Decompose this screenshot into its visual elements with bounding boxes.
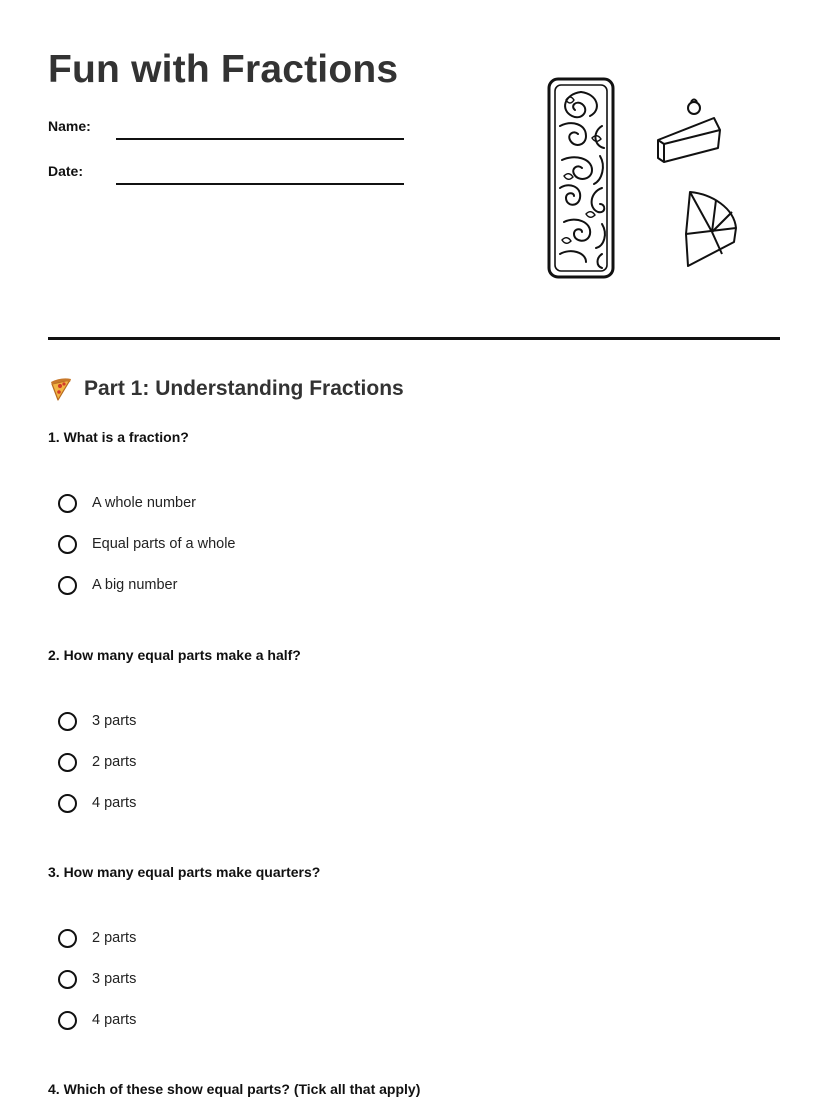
option-label: 3 parts bbox=[92, 971, 137, 987]
option-label: 4 parts bbox=[92, 795, 137, 811]
question-2: 2. How many equal parts make a half? bbox=[48, 647, 301, 663]
name-label: Name: bbox=[48, 118, 91, 134]
radio-button[interactable] bbox=[58, 576, 77, 595]
date-input-line[interactable] bbox=[116, 183, 404, 185]
option-label: 2 parts bbox=[92, 930, 137, 946]
name-input-line[interactable] bbox=[116, 138, 404, 140]
q3-option-1[interactable] bbox=[58, 926, 136, 950]
radio-button[interactable] bbox=[58, 712, 77, 731]
option-label: A big number bbox=[92, 577, 178, 593]
ornate-carved-panel-illustration bbox=[546, 76, 616, 280]
worksheet-title: Fun with Fractions bbox=[48, 48, 399, 91]
part1-heading-text: Part 1: Understanding Fractions bbox=[84, 377, 404, 400]
q1-option-1[interactable] bbox=[58, 491, 196, 515]
option-label: Equal parts of a whole bbox=[92, 536, 236, 552]
q2-option-1[interactable] bbox=[58, 709, 136, 733]
q2-option-2[interactable] bbox=[58, 750, 136, 774]
option-label: A whole number bbox=[92, 495, 196, 511]
question-4: 4. Which of these show equal parts? (Tick all that apply) bbox=[48, 1081, 421, 1097]
pizza-slice-icon bbox=[48, 376, 74, 402]
question-1: 1. What is a fraction? bbox=[48, 429, 189, 445]
option-label: 4 parts bbox=[92, 1012, 137, 1028]
radio-button[interactable] bbox=[58, 794, 77, 813]
sliced-cheese-wedge-illustration bbox=[682, 188, 742, 270]
radio-button[interactable] bbox=[58, 929, 77, 948]
q3-option-3[interactable] bbox=[58, 1008, 136, 1032]
part1-heading bbox=[48, 374, 404, 404]
radio-button[interactable] bbox=[58, 535, 77, 554]
q1-option-2[interactable] bbox=[58, 532, 235, 556]
q2-option-3[interactable] bbox=[58, 791, 136, 815]
cake-slice-illustration bbox=[654, 96, 726, 168]
option-label: 2 parts bbox=[92, 754, 137, 770]
date-field bbox=[48, 163, 408, 189]
q1-option-3[interactable] bbox=[58, 573, 177, 597]
date-label: Date: bbox=[48, 163, 84, 179]
name-field bbox=[48, 118, 408, 144]
radio-button[interactable] bbox=[58, 970, 77, 989]
radio-button[interactable] bbox=[58, 1011, 77, 1030]
radio-button[interactable] bbox=[58, 494, 77, 513]
q3-option-2[interactable] bbox=[58, 967, 136, 991]
question-3: 3. How many equal parts make quarters? bbox=[48, 864, 321, 880]
option-label: 3 parts bbox=[92, 713, 137, 729]
radio-button[interactable] bbox=[58, 753, 77, 772]
section-divider bbox=[48, 337, 780, 340]
